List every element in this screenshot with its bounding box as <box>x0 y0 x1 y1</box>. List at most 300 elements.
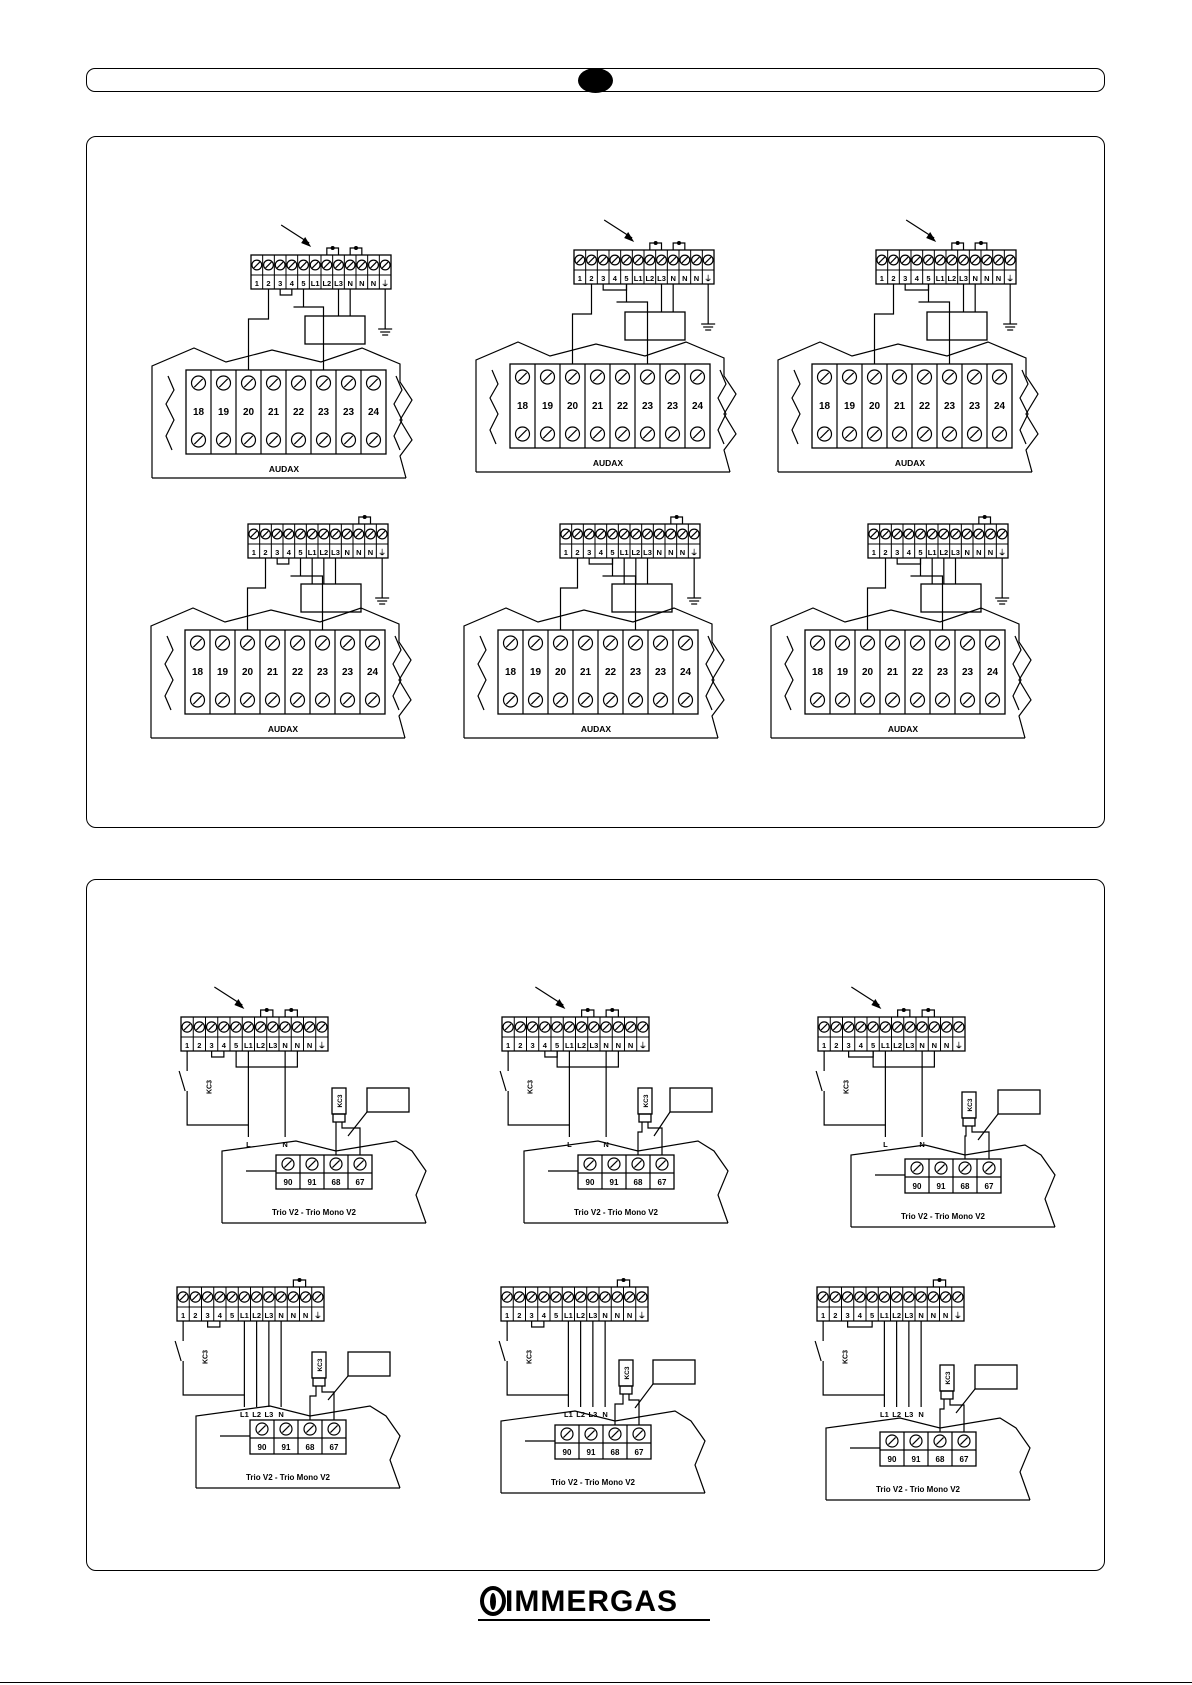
audax-diagram-1 <box>152 225 412 478</box>
screw-terminal <box>192 376 206 390</box>
screw-terminal <box>616 427 630 441</box>
wire <box>956 1389 975 1413</box>
strip-terminal-label: 3 <box>209 1041 214 1050</box>
strip-terminal-label: N <box>668 548 674 557</box>
bridge-node <box>586 1008 590 1012</box>
board-edge <box>394 376 402 450</box>
strip-terminal-label: L3 <box>588 1311 598 1320</box>
strip-terminal-label: L3 <box>951 548 960 557</box>
wire <box>965 1126 966 1159</box>
screw-terminal <box>666 529 676 539</box>
screw-terminal <box>589 1022 599 1032</box>
screw-terminal <box>994 255 1004 265</box>
strip-terminal-label: 4 <box>286 548 291 557</box>
screw-terminal <box>961 636 975 650</box>
screw-terminal <box>585 1428 597 1440</box>
jumper-link <box>280 289 292 295</box>
screw-terminal <box>889 255 899 265</box>
screw-terminal <box>940 1292 950 1302</box>
kc3-relay <box>312 1352 326 1386</box>
kc3-relay-label: KC3 <box>317 1358 324 1372</box>
screw-terminal <box>284 529 294 539</box>
strip-terminal-label: L2 <box>631 548 641 557</box>
screw-terminal <box>566 370 580 384</box>
trio-diagram-1 <box>179 987 426 1223</box>
screw-terminal <box>633 1428 645 1440</box>
terminal-strip <box>501 1278 648 1321</box>
wire <box>629 1394 639 1425</box>
trio-diagram-4 <box>175 1278 400 1488</box>
terminal-strip <box>177 1278 324 1321</box>
line-label: L3 <box>904 1410 914 1419</box>
screw-terminal <box>986 529 996 539</box>
strip-terminal-label: L2 <box>576 1311 586 1320</box>
wire <box>507 1361 568 1395</box>
strip-terminal-label: L1 <box>563 1311 573 1320</box>
screw-terminal <box>354 1158 366 1170</box>
strip-terminal-label: N <box>930 1311 937 1320</box>
strip-terminal-label: ⏚ <box>1006 274 1014 283</box>
screw-terminal <box>613 1022 623 1032</box>
audax-terminal-label: 24 <box>993 401 1006 412</box>
trio-unit-label: Trio V2 - Trio Mono V2 <box>573 1208 659 1217</box>
screw-terminal <box>587 255 597 265</box>
strip-terminal-label: 5 <box>555 1041 560 1050</box>
brand-logo-underline <box>478 1619 710 1621</box>
audax-diagram-2 <box>476 220 736 472</box>
screw-terminal <box>936 693 950 707</box>
screw-terminal <box>968 370 982 384</box>
kc3-side-label: KC3 <box>526 1349 534 1365</box>
bridge-node <box>902 1008 906 1012</box>
strip-terminal-label: N <box>984 274 990 283</box>
screw-terminal <box>268 1022 278 1032</box>
screw-terminal <box>880 1022 890 1032</box>
callout-box <box>998 1090 1040 1114</box>
audax-terminal-label: 19 <box>217 407 230 418</box>
board-edge <box>393 636 401 710</box>
wire <box>561 558 578 630</box>
strip-terminal-label: N <box>942 1311 949 1320</box>
screw-terminal <box>316 636 330 650</box>
audax-diagram-6 <box>771 515 1031 738</box>
screw-terminal <box>202 1292 212 1302</box>
line-label: L <box>883 1140 888 1149</box>
strip-terminal-label: 3 <box>530 1041 535 1050</box>
screw-terminal <box>261 529 271 539</box>
screw-terminal <box>591 370 605 384</box>
strip-terminal-label: N <box>931 1041 938 1050</box>
line-label: L <box>567 1140 572 1149</box>
strip-terminal-label: 2 <box>575 548 580 557</box>
brand-logo-icon <box>480 1586 506 1616</box>
trio-terminal-label: 90 <box>887 1455 897 1464</box>
strip-terminal-label: 4 <box>598 548 603 557</box>
kc3-relay-label: KC3 <box>945 1371 952 1385</box>
strip-terminal-label: L1 <box>927 548 937 557</box>
screw-terminal <box>961 693 975 707</box>
strip-terminal-label: L1 <box>243 1041 253 1050</box>
screw-terminal <box>843 427 857 441</box>
trio-terminal-label: 91 <box>586 1448 596 1457</box>
screw-terminal <box>573 529 583 539</box>
audax-terminal-label: 18 <box>818 401 831 412</box>
screw-terminal <box>288 1292 298 1302</box>
strip-terminal-label: N <box>602 1311 608 1320</box>
callout-box <box>653 1360 695 1384</box>
audax-terminal-label: 23 <box>936 667 949 678</box>
strip-terminal-label: 1 <box>254 279 259 288</box>
line-label: L <box>246 1140 251 1149</box>
strip-terminal-label: L1 <box>935 274 945 283</box>
screw-terminal <box>272 529 282 539</box>
wire <box>294 289 324 370</box>
strip-terminal-label: ⏚ <box>704 274 712 283</box>
screw-terminal <box>304 1423 316 1435</box>
strip-terminal-label: 3 <box>587 548 592 557</box>
screw-terminal <box>608 1158 620 1170</box>
audax-board <box>151 608 411 738</box>
audax-terminal-label: 24 <box>679 667 692 678</box>
kc3-relay <box>619 1360 633 1394</box>
screw-terminal <box>192 433 206 447</box>
screw-terminal <box>515 1022 525 1032</box>
trio-terminal-label: 68 <box>305 1443 315 1452</box>
board-edge <box>1013 636 1021 710</box>
strip-terminal-label: 2 <box>518 1041 523 1050</box>
screw-terminal <box>868 1022 878 1032</box>
bridge-node <box>675 515 679 519</box>
strip-terminal-label: N <box>995 274 1002 283</box>
screw-terminal <box>526 1292 536 1302</box>
screw-terminal <box>300 1292 310 1302</box>
kc3-relay-label: KC3 <box>624 1366 631 1380</box>
screw-terminal <box>911 693 925 707</box>
screw-terminal <box>604 693 618 707</box>
screw-terminal <box>366 529 376 539</box>
strip-terminal-label: N <box>682 274 688 283</box>
screw-terminal <box>552 1022 562 1032</box>
screw-terminal <box>266 636 280 650</box>
screw-terminal <box>986 636 1000 650</box>
wire <box>499 1341 505 1361</box>
kc3-relay-label: KC3 <box>967 1098 974 1112</box>
wire <box>322 1386 334 1420</box>
jumper-link <box>208 1321 220 1327</box>
line-label: L1 <box>879 1410 889 1419</box>
screw-terminal <box>275 260 285 270</box>
strip-terminal-label: 5 <box>298 548 303 557</box>
strip-terminal-label: L1 <box>880 1041 890 1050</box>
trio-terminal-label: 68 <box>633 1178 643 1187</box>
screw-terminal <box>217 376 231 390</box>
strip-terminal-label: L1 <box>619 548 629 557</box>
strip-terminal-label: ⏚ <box>318 1041 326 1050</box>
line-label: N <box>282 1140 288 1149</box>
strip-terminal-label: ⏚ <box>638 1311 646 1320</box>
screw-terminal <box>243 1022 253 1032</box>
audax-terminal-label: 24 <box>691 401 704 412</box>
strip-terminal-label: ⏚ <box>378 548 386 557</box>
screw-terminal <box>974 529 984 539</box>
line-label: N <box>919 1140 925 1149</box>
strip-terminal-label: 1 <box>563 548 568 557</box>
strip-terminal-label: 3 <box>846 1041 851 1050</box>
audax-terminal-label: 23 <box>943 401 956 412</box>
screw-terminal <box>632 1158 644 1170</box>
audax-terminal-label: 19 <box>541 401 554 412</box>
screw-terminal <box>916 529 926 539</box>
strip-terminal-label: L2 <box>577 1041 587 1050</box>
screw-terminal <box>596 529 606 539</box>
audax-terminal-label: 23 <box>968 401 981 412</box>
screw-terminal <box>622 255 632 265</box>
line-label: L3 <box>264 1410 274 1419</box>
strip-terminal-label: L2 <box>892 1311 902 1320</box>
strip-terminal-label: 2 <box>193 1311 198 1320</box>
screw-terminal <box>679 693 693 707</box>
strip-terminal-label: 4 <box>217 1311 222 1320</box>
screw-terminal <box>912 255 922 265</box>
audax-terminal-label: 23 <box>641 401 654 412</box>
screw-terminal <box>249 529 259 539</box>
screw-terminal <box>625 1022 635 1032</box>
screw-terminal <box>280 1423 292 1435</box>
audax-terminal-label: 23 <box>666 401 679 412</box>
audax-terminal-label: 22 <box>616 401 629 412</box>
screw-terminal <box>287 260 297 270</box>
strip-terminal-label: ⏚ <box>381 279 389 288</box>
strip-terminal-label: 1 <box>821 1311 826 1320</box>
strip-terminal-label: L1 <box>239 1311 249 1320</box>
strip-terminal-label: N <box>603 1041 609 1050</box>
wire <box>875 284 894 364</box>
screw-terminal <box>304 1022 314 1032</box>
strip-terminal-label: N <box>356 548 362 557</box>
strip-terminal-label: N <box>964 548 970 557</box>
audax-unit-label: AUDAX <box>268 464 300 474</box>
screw-terminal <box>917 1022 927 1032</box>
trio-board <box>826 1418 1030 1500</box>
screw-terminal <box>641 427 655 441</box>
callout-box <box>348 1352 390 1376</box>
screw-terminal <box>369 260 379 270</box>
screw-terminal <box>879 1292 889 1302</box>
strip-terminal-label: 2 <box>834 1041 839 1050</box>
audax-terminal-label: 23 <box>342 407 355 418</box>
trio-terminal-label: 91 <box>911 1455 921 1464</box>
load-box <box>612 584 672 612</box>
jumper-link <box>905 284 928 290</box>
callout-box <box>670 1088 712 1112</box>
screw-terminal <box>886 636 900 650</box>
screw-terminal <box>958 1435 970 1447</box>
screw-terminal <box>291 693 305 707</box>
screw-terminal <box>869 529 879 539</box>
screw-terminal <box>867 1292 877 1302</box>
screw-terminal <box>215 1292 225 1302</box>
screw-terminal <box>612 1292 622 1302</box>
screw-terminal <box>624 1292 634 1302</box>
brand-logo-text: IMMERGAS <box>505 1585 678 1618</box>
screw-terminal <box>341 693 355 707</box>
screw-terminal <box>504 693 518 707</box>
screw-terminal <box>843 1022 853 1032</box>
strip-terminal-label: 1 <box>251 548 256 557</box>
screw-terminal <box>310 260 320 270</box>
screw-terminal <box>886 1435 898 1447</box>
kc3-side-label: KC3 <box>202 1349 210 1365</box>
kc3-relay-label: KC3 <box>643 1094 650 1108</box>
screw-terminal <box>191 693 205 707</box>
bridge-node <box>622 1278 626 1282</box>
screw-terminal <box>584 529 594 539</box>
screw-terminal <box>881 529 891 539</box>
strip-terminal-label: 3 <box>205 1311 210 1320</box>
screw-terminal <box>692 255 702 265</box>
screw-terminal <box>527 1022 537 1032</box>
screw-terminal <box>968 427 982 441</box>
strip-terminal-label: 1 <box>505 1311 510 1320</box>
screw-terminal <box>970 255 980 265</box>
wire <box>823 1361 884 1395</box>
screw-terminal <box>935 255 945 265</box>
screw-terminal <box>836 693 850 707</box>
kc3-relay-label: KC3 <box>337 1094 344 1108</box>
strip-terminal-label: 2 <box>891 274 896 283</box>
strip-terminal-label: 1 <box>822 1041 827 1050</box>
screw-terminal <box>619 529 629 539</box>
jumper-link <box>212 1051 224 1057</box>
trio-terminal-label: 68 <box>960 1182 970 1191</box>
strip-terminal-label: N <box>614 1311 621 1320</box>
screw-terminal <box>993 427 1007 441</box>
screw-terminal <box>877 255 887 265</box>
screw-terminal <box>610 255 620 265</box>
strip-terminal-label: L3 <box>657 274 666 283</box>
bridge-node <box>331 246 335 250</box>
wire <box>972 1126 989 1159</box>
callout-box <box>367 1088 409 1112</box>
screw-terminal <box>242 376 256 390</box>
screw-terminal <box>217 433 231 447</box>
screw-terminal <box>939 529 949 539</box>
screw-terminal <box>576 1022 586 1032</box>
strip-terminal-label: N <box>627 1041 634 1050</box>
board-edge <box>490 370 498 444</box>
screw-terminal <box>924 255 934 265</box>
strip-terminal-label: 3 <box>601 274 606 283</box>
screw-terminal <box>317 1022 327 1032</box>
line-label: N <box>918 1410 924 1419</box>
strip-terminal-label: 5 <box>870 1311 875 1320</box>
screw-terminal <box>609 1428 621 1440</box>
audax-terminal-label: 19 <box>843 401 856 412</box>
strip-terminal-label: L2 <box>645 274 655 283</box>
screw-terminal <box>997 529 1007 539</box>
strip-terminal-label: N <box>918 1311 924 1320</box>
screw-terminal <box>951 529 961 539</box>
wire <box>868 558 886 630</box>
audax-terminal-label: 21 <box>591 401 604 412</box>
screw-terminal <box>629 636 643 650</box>
wire <box>187 1091 248 1125</box>
screw-terminal <box>178 1292 188 1302</box>
strip-terminal-label: N <box>347 279 353 288</box>
screw-terminal <box>689 529 699 539</box>
strip-terminal-label: L3 <box>268 1041 278 1050</box>
screw-terminal <box>266 693 280 707</box>
screw-terminal <box>322 260 332 270</box>
screw-terminal <box>540 1022 550 1032</box>
screw-terminal <box>319 529 329 539</box>
wire <box>348 1112 367 1136</box>
screw-terminal <box>666 370 680 384</box>
trio-board <box>851 1145 1055 1227</box>
screw-terminal <box>935 1162 947 1174</box>
screw-terminal <box>819 1022 829 1032</box>
jumper-link <box>897 558 920 564</box>
jumper-link <box>603 284 626 290</box>
strip-terminal-label: N <box>278 1311 284 1320</box>
screw-terminal <box>856 1022 866 1032</box>
board-edge <box>792 370 800 444</box>
screw-terminal <box>654 636 668 650</box>
trio-terminal-label: 91 <box>307 1178 317 1187</box>
screw-terminal <box>818 427 832 441</box>
strip-terminal-label: 4 <box>221 1041 226 1050</box>
strip-terminal-label: 5 <box>301 279 306 288</box>
screw-terminal <box>811 693 825 707</box>
wire <box>175 1341 181 1361</box>
screw-terminal <box>1005 255 1015 265</box>
strip-terminal-label: N <box>367 548 374 557</box>
strip-terminal-label: L1 <box>879 1311 889 1320</box>
screw-terminal <box>600 1292 610 1302</box>
strip-terminal-label: N <box>976 548 982 557</box>
strip-terminal-label: 5 <box>610 548 615 557</box>
screw-terminal <box>843 370 857 384</box>
screw-terminal <box>584 1158 596 1170</box>
strip-terminal-label: N <box>290 1311 297 1320</box>
screw-terminal <box>842 1292 852 1302</box>
strip-terminal-label: 2 <box>517 1311 522 1320</box>
screw-terminal <box>811 636 825 650</box>
screw-terminal <box>936 636 950 650</box>
screw-terminal <box>861 693 875 707</box>
screw-terminal <box>529 636 543 650</box>
trio-terminal-label: 91 <box>936 1182 946 1191</box>
screw-terminal <box>276 1292 286 1302</box>
wire <box>617 284 648 364</box>
screw-terminal <box>206 1022 216 1032</box>
screw-terminal <box>291 636 305 650</box>
trio-terminal-label: 90 <box>283 1178 293 1187</box>
screw-terminal <box>306 1158 318 1170</box>
screw-terminal <box>954 1022 964 1032</box>
screw-terminal <box>366 636 380 650</box>
screw-terminal <box>282 1158 294 1170</box>
strip-terminal-label: L2 <box>322 279 332 288</box>
screw-terminal <box>554 693 568 707</box>
line-label: L2 <box>252 1410 262 1419</box>
audax-unit-label: AUDAX <box>592 458 624 468</box>
screw-terminal <box>608 529 618 539</box>
bridge-node <box>956 241 960 245</box>
audax-terminal-label: 23 <box>629 667 642 678</box>
screw-terminal <box>904 1292 914 1302</box>
terminal-strip <box>818 1008 965 1051</box>
